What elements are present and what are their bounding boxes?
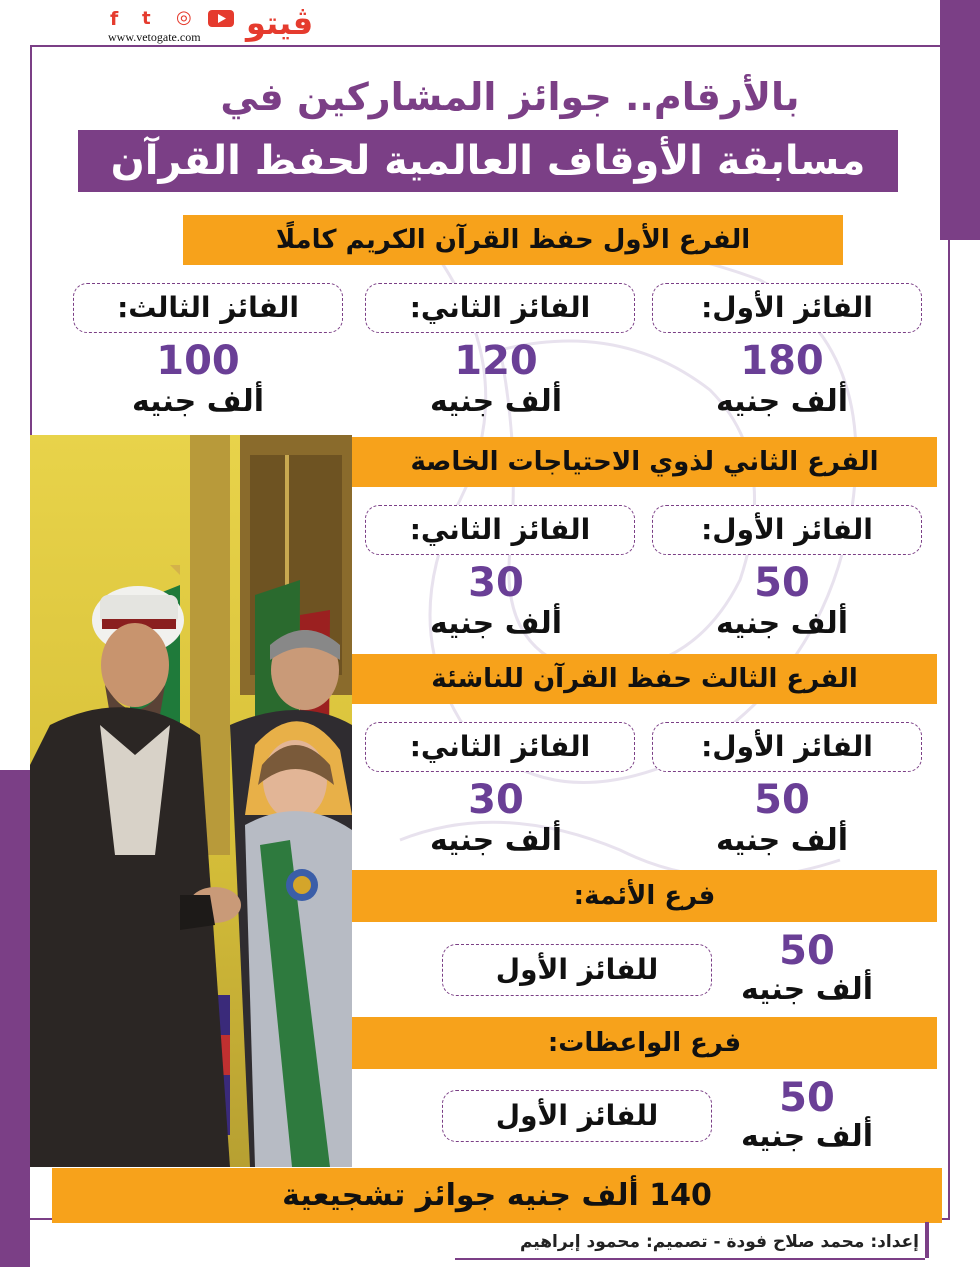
title-line-1: بالأرقام.. جوائز المشاركين في <box>220 75 800 119</box>
s2-winner-1-label: الفائز الأول: <box>652 505 922 555</box>
ceremony-photo <box>30 435 352 1167</box>
s5-unit: ألف جنيه <box>740 1119 874 1154</box>
s3-winner-2-label: الفائز الثاني: <box>365 722 635 772</box>
s1-winner-3-label: الفائز الثالث: <box>73 283 343 333</box>
incentive-text: 140 ألف جنيه جوائز تشجيعية <box>282 1178 712 1213</box>
credits-text: إعداد: محمد صلاح فودة - تصميم: محمود إبراهيم <box>519 1232 919 1252</box>
section-5-title: فرع الواعظات: <box>547 1028 742 1058</box>
s3-winner-1-unit: ألف جنيه <box>715 823 849 858</box>
website-url[interactable]: www.vetogate.com <box>108 30 201 44</box>
frame-left-line <box>30 45 32 435</box>
section-3-banner <box>352 654 937 704</box>
right-purple-bar <box>940 0 980 240</box>
s1-winner-2-amount: 120 <box>454 338 538 384</box>
section-5-banner <box>352 1017 937 1069</box>
s1-winner-1-label: الفائز الأول: <box>652 283 922 333</box>
s2-winner-1-unit: ألف جنيه <box>715 606 849 641</box>
s1-winner-3-unit: ألف جنيه <box>131 384 265 419</box>
section-2-banner <box>352 437 937 487</box>
s2-winner-2-label: الفائز الثاني: <box>365 505 635 555</box>
section-4-title: فرع الأئمة: <box>573 881 716 911</box>
s1-winner-1-unit: ألف جنيه <box>715 384 849 419</box>
credits-bar <box>455 1228 925 1260</box>
youtube-icon[interactable] <box>208 10 234 27</box>
s3-winner-2-amount: 30 <box>468 777 524 823</box>
credits-bar-accent <box>925 1222 929 1258</box>
s1-winner-2-label: الفائز الثاني: <box>365 283 635 333</box>
s1-winner-3-amount: 100 <box>156 338 240 384</box>
s4-label: للفائز الأول <box>442 944 712 996</box>
social-icons <box>108 8 238 30</box>
s5-label: للفائز الأول <box>442 1090 712 1142</box>
section-3-title: الفرع الثالث حفظ القرآن للناشئة <box>431 664 858 694</box>
s5-amount: 50 <box>779 1075 835 1121</box>
instagram-icon[interactable]: ◎ <box>176 7 192 28</box>
s4-unit: ألف جنيه <box>740 972 874 1007</box>
section-1-title: الفرع الأول حفظ القرآن الكريم كاملًا <box>275 225 751 255</box>
title-line-2: مسابقة الأوقاف العالمية لحفظ القرآن <box>78 130 898 192</box>
section-4-banner <box>352 870 937 922</box>
brand-header <box>106 6 346 48</box>
s4-amount: 50 <box>779 928 835 974</box>
left-purple-bar <box>0 770 30 1267</box>
s2-winner-1-amount: 50 <box>754 560 810 606</box>
s2-winner-2-amount: 30 <box>468 560 524 606</box>
s1-winner-1-amount: 180 <box>740 338 824 384</box>
section-1-banner <box>183 215 843 265</box>
s3-winner-1-amount: 50 <box>754 777 810 823</box>
s2-winner-2-unit: ألف جنيه <box>429 606 563 641</box>
section-2-title: الفرع الثاني لذوي الاحتياجات الخاصة <box>410 447 879 477</box>
twitter-icon[interactable]: t <box>142 8 151 29</box>
incentive-banner <box>52 1168 942 1223</box>
s3-winner-1-label: الفائز الأول: <box>652 722 922 772</box>
s3-winner-2-unit: ألف جنيه <box>429 823 563 858</box>
s1-winner-2-unit: ألف جنيه <box>429 384 563 419</box>
logo: ڤيتو <box>246 4 314 42</box>
facebook-icon[interactable]: f <box>110 8 119 30</box>
